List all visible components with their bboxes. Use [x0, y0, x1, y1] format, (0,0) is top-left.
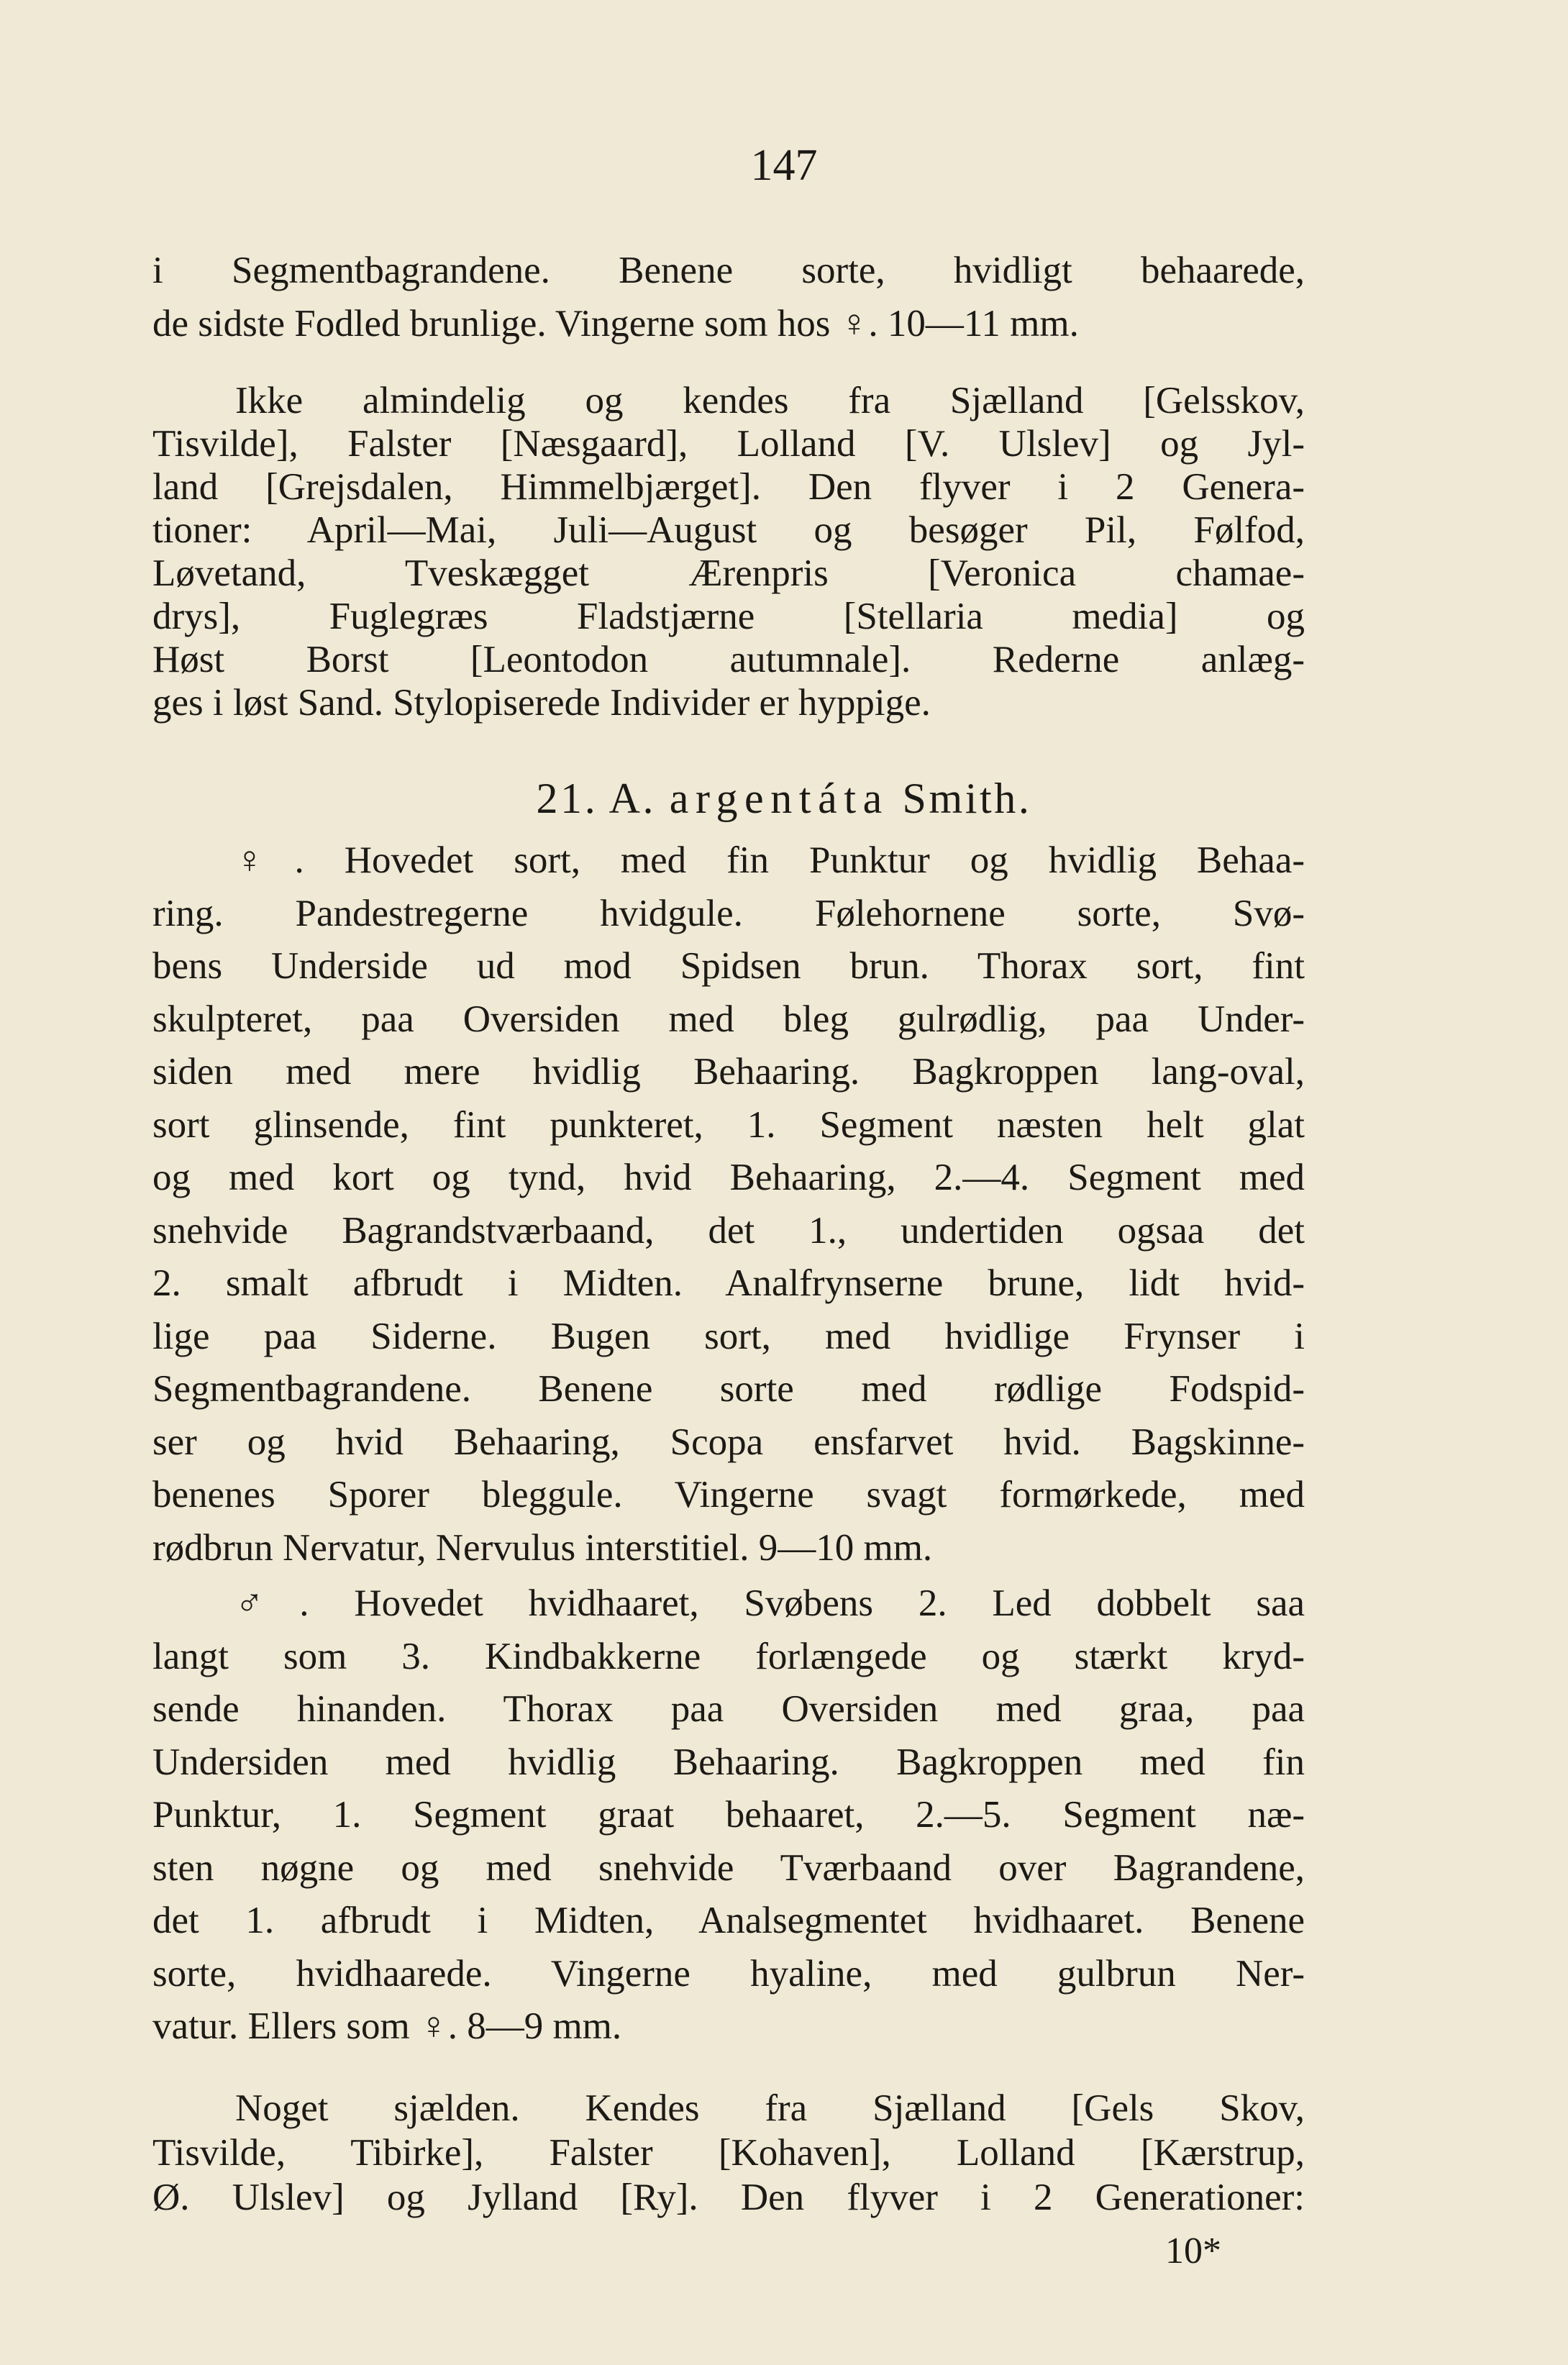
text-line: Undersiden med hvidlig Behaaring. Bagkroppen med fin — [152, 1741, 1305, 1783]
text-line: ring. Pandestregerne hvidgule. Følehornene sorte, Svø- — [152, 892, 1305, 934]
text-line: det 1. afbrudt i Midten, Analsegmentet hvidhaaret. Benene — [152, 1900, 1305, 1941]
text-line: Tisvilde], Falster [Næsgaard], Lolland [V. Ulslev] og Jyl- — [152, 423, 1305, 465]
paragraph-male-description — [152, 1577, 1305, 2054]
text-line: Noget sjælden. Kendes fra Sjælland [Gels Skov, — [235, 2087, 1305, 2129]
text-line: de sidste Fodled brunlige. Vingerne som hos ♀. 10—11 mm. — [152, 302, 1079, 345]
text-line: drys], Fuglegræs Fladstjærne [Stellaria media] og — [152, 596, 1305, 637]
text-line: benenes Sporer bleggule. Vingerne svagt formørkede, med — [152, 1474, 1305, 1516]
text-line: skulpteret, paa Oversiden med bleg gulrødlig, paa Under- — [152, 998, 1305, 1040]
text-line: snehvide Bagrandstværbaand, det 1., undertiden ogsaa det — [152, 1209, 1305, 1252]
text-line: bens Underside ud mod Spidsen brun. Thorax sort, fint — [152, 945, 1305, 987]
text-line: ser og hvid Behaaring, Scopa ensfarvet hvid. Bagskinne- — [152, 1421, 1305, 1463]
text-line: Ø. Ulslev] og Jylland [Ry]. Den flyver i 2 Generationer: — [152, 2177, 1305, 2218]
text-line: ges i løst Sand. Stylopiserede Individer er hyppige. — [152, 682, 931, 724]
text-line: ♂. Hovedet hvidhaaret, Svøbens 2. Led dobbelt saa — [235, 1582, 1305, 1624]
text-line: langt som 3. Kindbakkerne forlængede og stærkt kryd- — [152, 1635, 1305, 1677]
text-line: 2. smalt afbrudt i Midten. Analfrynserne brune, lidt hvid- — [152, 1262, 1305, 1304]
text-line: Segmentbagrandene. Benene sorte med rødlige Fodspid- — [152, 1368, 1305, 1410]
signature-mark: 10* — [1165, 2230, 1221, 2271]
paragraph-continuation — [152, 245, 1305, 350]
text-line: Punktur, 1. Segment graat behaaret, 2.—5. Segment næ- — [152, 1794, 1305, 1836]
species-heading — [0, 770, 1568, 827]
text-line: land [Grejsdalen, Himmelbjærget]. Den flyver i 2 Genera- — [152, 466, 1305, 508]
page-number: 147 — [750, 141, 818, 190]
text-line: sende hinanden. Thorax paa Oversiden med graa, paa — [152, 1688, 1305, 1730]
text-line: Tisvilde, Tibirke], Falster [Kohaven], Lolland [Kærstrup, — [152, 2132, 1305, 2174]
species-number: 21. A. — [536, 775, 657, 822]
species-author: Smith. — [902, 775, 1032, 822]
text-line: tioner: April—Mai, Juli—August og besøger Pil, Følfod, — [152, 509, 1305, 551]
text-line: vatur. Ellers som ♀. 8—9 mm. — [152, 2005, 622, 2047]
text-line: Høst Borst [Leontodon autumnale]. Rederne anlæg- — [152, 639, 1305, 680]
species-name: argentáta — [669, 775, 889, 822]
text-line: siden med mere hvidlig Behaaring. Bagkroppen lang-oval, — [152, 1051, 1305, 1093]
text-line: sten nøgne og med snehvide Tværbaand over Bagrandene, — [152, 1846, 1305, 1889]
text-line: i Segmentbagrandene. Benene sorte, hvidligt behaarede, — [152, 250, 1305, 291]
text-line: sorte, hvidhaarede. Vingerne hyaline, med gulbrun Ner- — [152, 1952, 1305, 1995]
text-line: Løvetand, Tveskægget Ærenpris [Veronica chamae- — [152, 552, 1305, 594]
paragraph-female-description — [152, 834, 1305, 1575]
paragraph-distribution — [152, 379, 1305, 724]
text-line: rødbrun Nervatur, Nervulus interstitiel. 9—10 mm. — [152, 1526, 933, 1569]
text-line: lige paa Siderne. Bugen sort, med hvidlige Frynser i — [152, 1315, 1305, 1357]
text-line: og med kort og tynd, hvid Behaaring, 2.—4. Segment med — [152, 1157, 1305, 1198]
text-line: Ikke almindelig og kendes fra Sjælland [Gelsskov, — [235, 380, 1305, 421]
text-line: sort glinsende, fint punkteret, 1. Segment næsten helt glat — [152, 1103, 1305, 1146]
text-line: ♀. Hovedet sort, med fin Punktur og hvidlig Behaa- — [235, 839, 1305, 881]
paragraph-rarity — [152, 2086, 1305, 2220]
